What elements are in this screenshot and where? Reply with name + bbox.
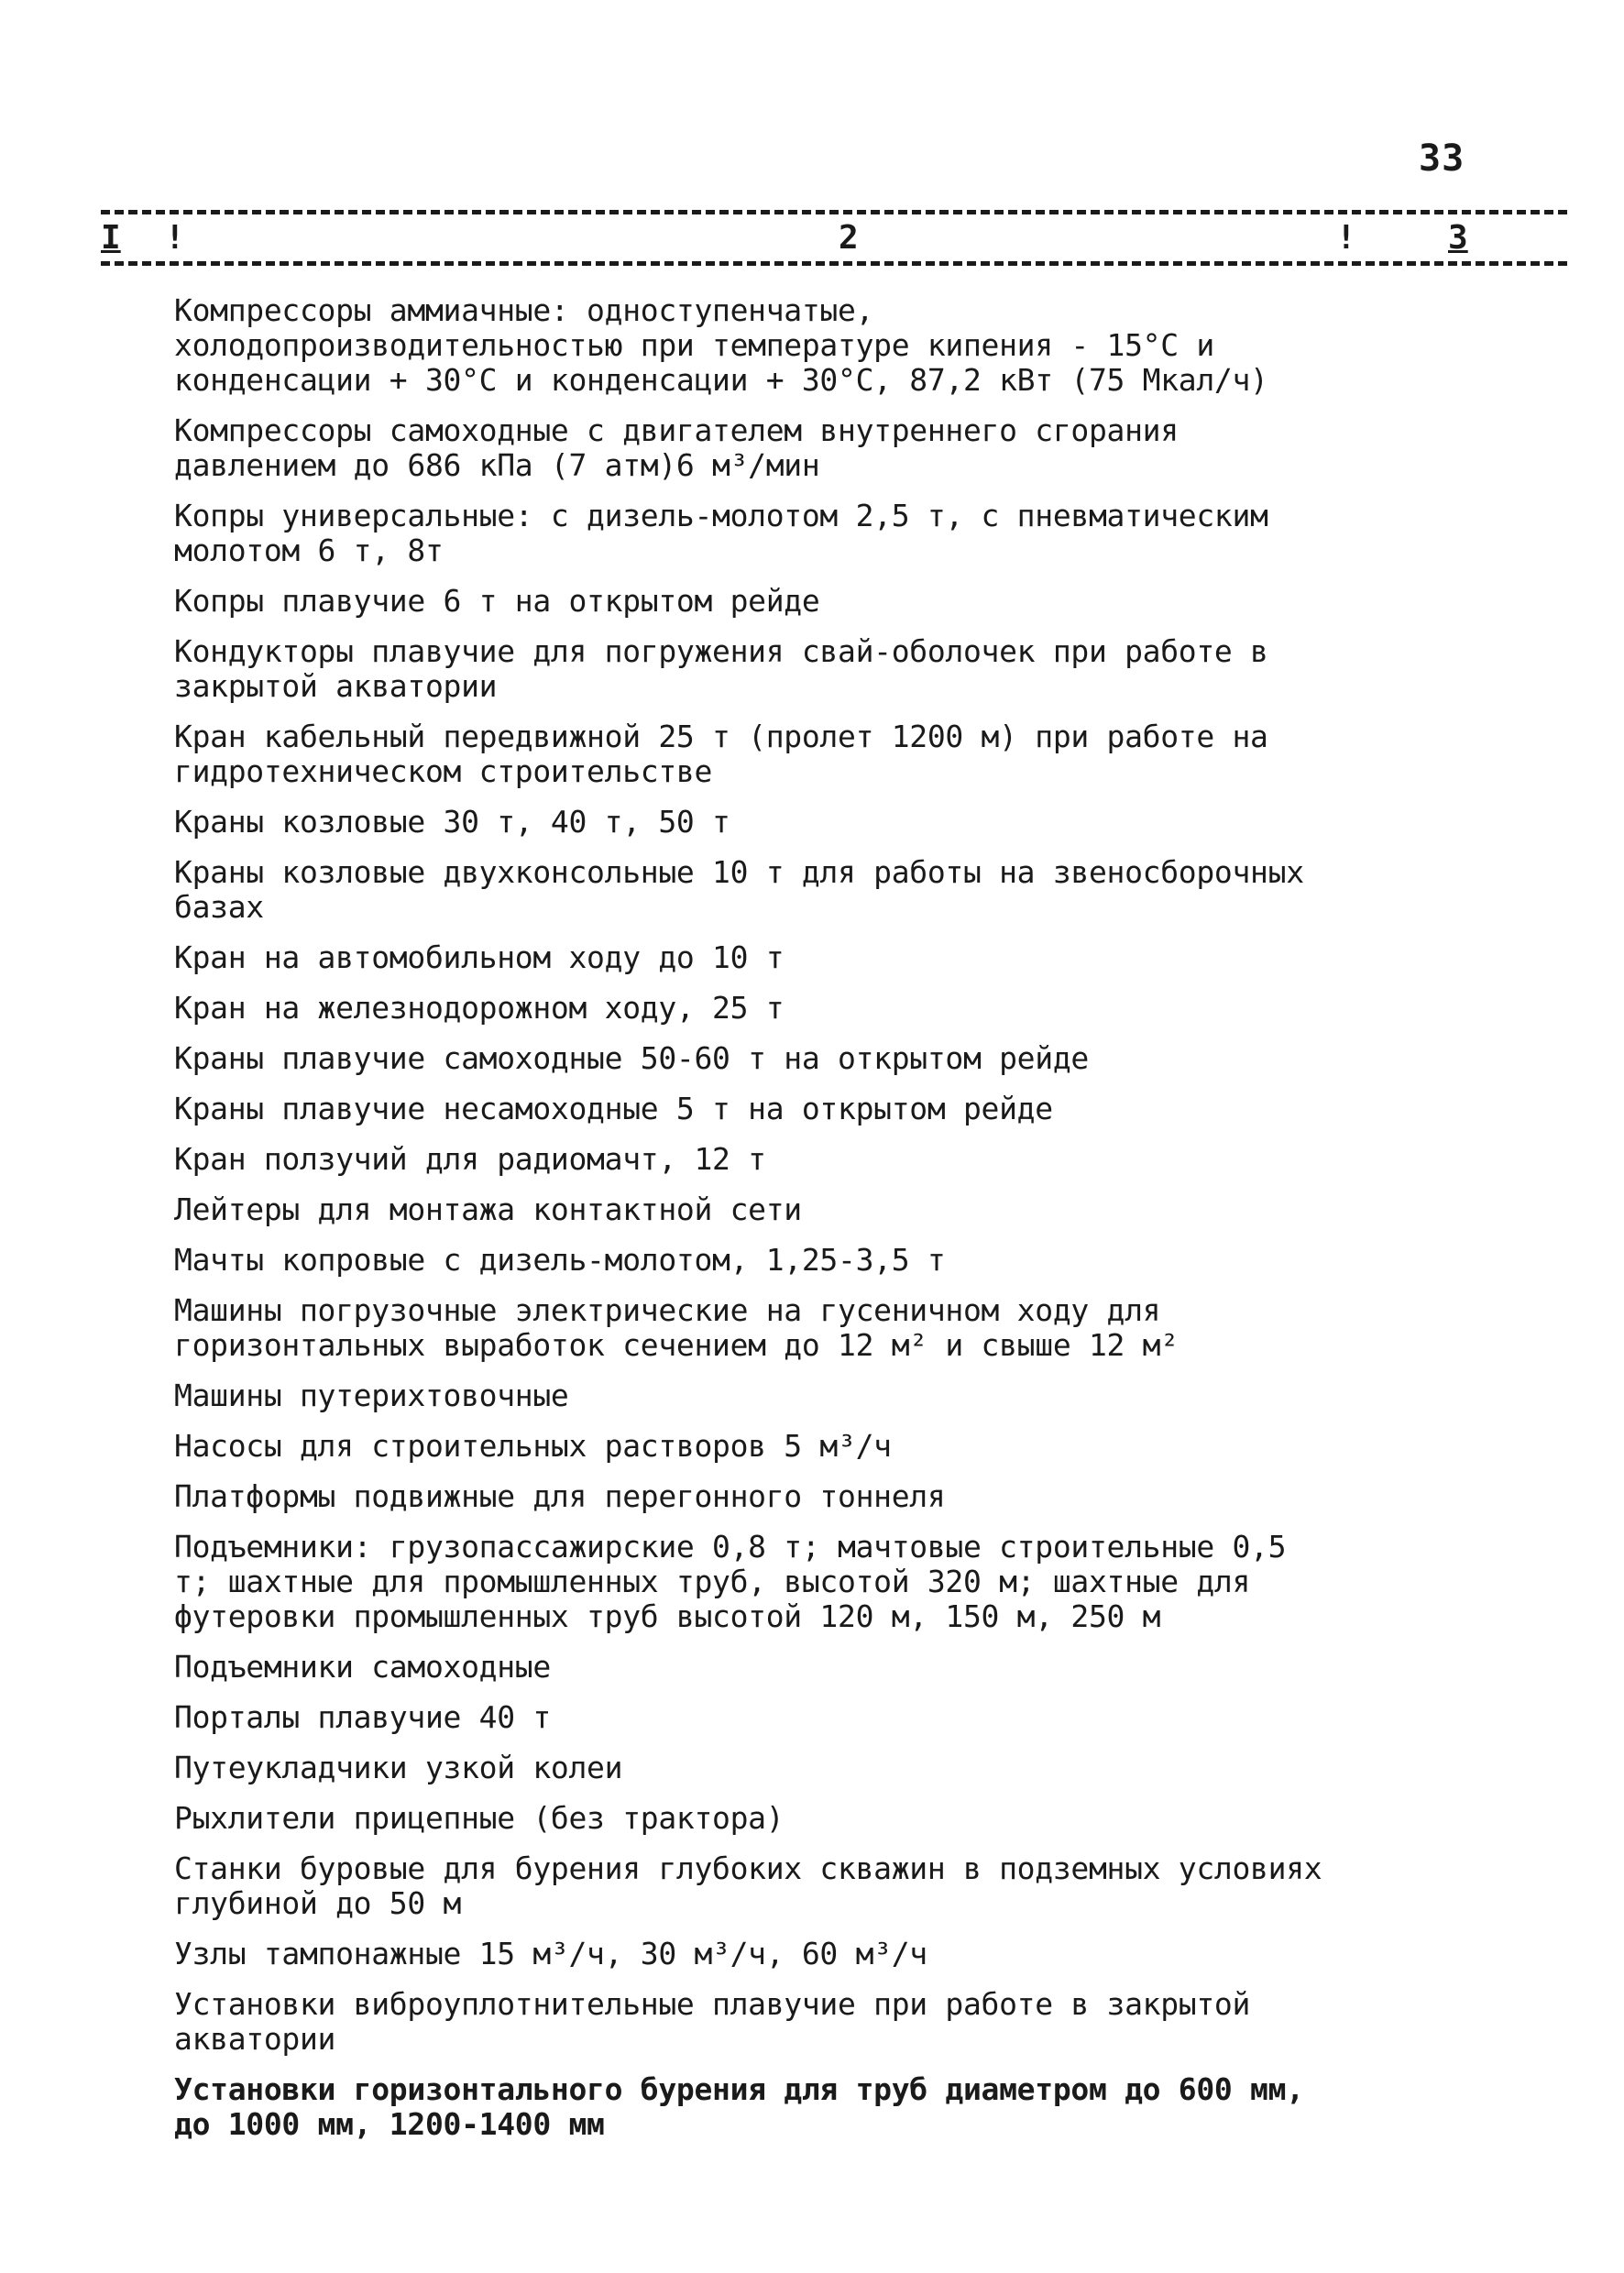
- equipment-entry: Путеукладчики узкой колеи: [174, 1750, 623, 1785]
- equipment-entry: Кондукторы плавучие для погружения свай-оболочек при работе в закрытой акватории: [174, 633, 1268, 704]
- column-1-label: I: [101, 219, 121, 257]
- equipment-entry: Краны плавучие самоходные 50-60 т на открытом рейде: [174, 1040, 1089, 1076]
- equipment-entry: Установки горизонтального бурения для труб диаметром до 600 мм, до 1000 мм, 1200-1400 мм: [174, 2071, 1304, 2142]
- equipment-entry: Кран на автомобильном ходу до 10 т: [174, 939, 785, 975]
- equipment-entry: Компрессоры самоходные с двигателем внутреннего сгорания давлением до 686 кПа (7 атм)6 м³/мин: [174, 412, 1179, 483]
- header-bottom-rule: [101, 261, 1567, 266]
- equipment-list: [174, 293, 1329, 2158]
- column-2-label: 2: [839, 219, 859, 257]
- equipment-entry: Насосы для строительных растворов 5 м³/ч: [174, 1428, 892, 1464]
- page-number: 33: [1419, 137, 1465, 180]
- equipment-entry: Краны козловые 30 т, 40 т, 50 т: [174, 804, 730, 840]
- equipment-entry: Порталы плавучие 40 т: [174, 1699, 551, 1735]
- equipment-entry: Краны козловые двухконсольные 10 т для работы на звеносборочных базах: [174, 854, 1304, 925]
- equipment-entry: Кран кабельный передвижной 25 т (пролет 1200 м) при работе на гидротехническом строительстве: [174, 719, 1268, 789]
- equipment-entry: Лейтеры для монтажа контактной сети: [174, 1191, 802, 1227]
- equipment-entry: Копры плавучие 6 т на открытом рейде: [174, 583, 820, 619]
- equipment-entry: Подъемники: грузопассажирские 0,8 т; мачтовые строительные 0,5 т; шахтные для промышленных труб, высотой 320 м; шахтные для футеровки промышленных труб высотой 120 м, 150 м, 250 м: [174, 1529, 1287, 1634]
- equipment-entry: Подъемники самоходные: [174, 1649, 551, 1685]
- equipment-entry: Копры универсальные: с дизель-молотом 2,5 т, с пневматическим молотом 6 т, 8т: [174, 498, 1268, 568]
- header-top-rule: [101, 210, 1567, 214]
- equipment-entry: Установки виброуплотнительные плавучие при работе в закрытой акватории: [174, 1986, 1251, 2057]
- column-separator: !: [165, 219, 185, 257]
- equipment-entry: Компрессоры аммиачные: одноступенчатые, холодопроизводительностью при температуре кипения - 15°C и конденсации + 30°C и конденсации + 30°C, 87,2 кВт (75 Мкал/ч): [174, 292, 1268, 398]
- column-3-label: 3: [1448, 219, 1468, 257]
- equipment-entry: Машины путерихтовочные: [174, 1378, 569, 1413]
- equipment-entry: Мачты копровые с дизель-молотом, 1,25-3,5 т: [174, 1242, 946, 1278]
- equipment-entry: Платформы подвижные для перегонного тоннеля: [174, 1478, 946, 1514]
- equipment-entry: Кран на железнодорожном ходу, 25 т: [174, 990, 785, 1026]
- equipment-entry: Рыхлители прицепные (без трактора): [174, 1800, 785, 1836]
- column-separator: !: [1336, 219, 1356, 257]
- equipment-entry: Станки буровые для бурения глубоких скважин в подземных условиях глубиной до 50 м: [174, 1850, 1322, 1921]
- equipment-entry: Узлы тампонажные 15 м³/ч, 30 м³/ч, 60 м³/ч: [174, 1936, 927, 1971]
- column-header: [101, 197, 1567, 280]
- equipment-entry: Машины погрузочные электрические на гусеничном ходу для горизонтальных выработок сечением до 12 м² и свыше 12 м²: [174, 1292, 1179, 1363]
- equipment-entry: Краны плавучие несамоходные 5 т на открытом рейде: [174, 1091, 1053, 1126]
- equipment-entry: Кран ползучий для радиомачт, 12 т: [174, 1141, 766, 1177]
